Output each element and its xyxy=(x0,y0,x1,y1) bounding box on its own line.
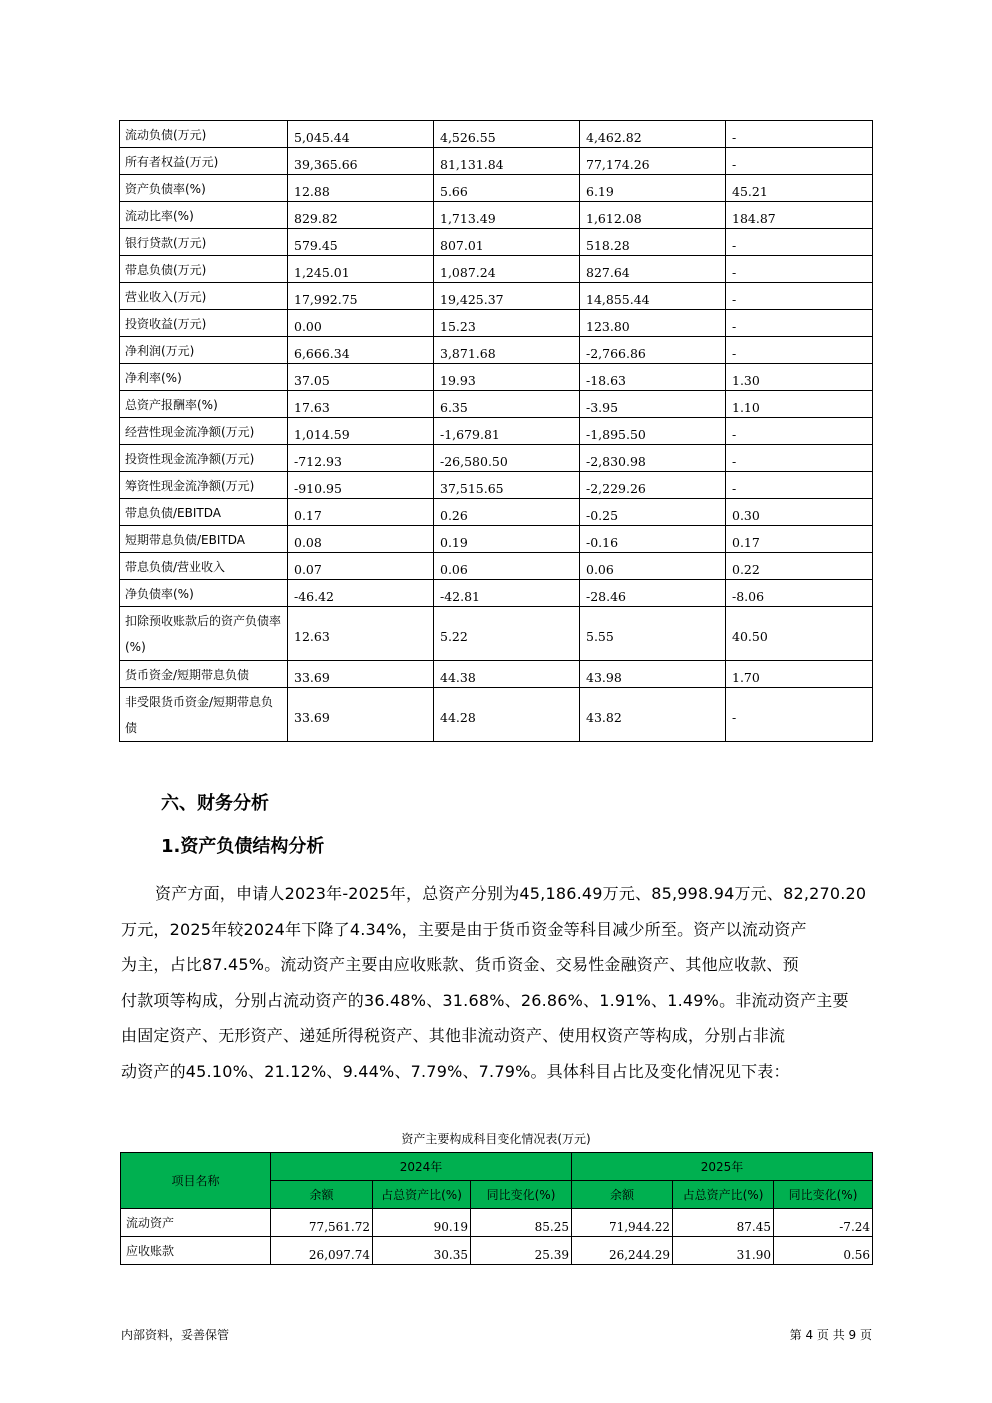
row-label: 带息负债(万元) xyxy=(120,256,288,283)
paragraph-line: 动资产的45.10%、21.12%、9.44%、7.79%、7.79%。具体科目占比及变化情况见下表： xyxy=(121,1061,790,1081)
table-row xyxy=(120,661,873,688)
cell-value: -2,766.86 xyxy=(580,337,726,364)
row-label: 应收账款 xyxy=(121,1237,271,1265)
row-label: 筹资性现金流净额(万元) xyxy=(120,472,288,499)
cell-value: 0.00 xyxy=(288,310,434,337)
cell-value: -3.95 xyxy=(580,391,726,418)
cell-value: 1.10 xyxy=(726,391,873,418)
table-caption: 资产主要构成科目变化情况表(万元) xyxy=(401,1132,591,1146)
cell-value: 77,174.26 xyxy=(580,148,726,175)
cell-value: 12.63 xyxy=(288,607,434,661)
cell-value: 6.35 xyxy=(434,391,580,418)
cell-value: 3,871.68 xyxy=(434,337,580,364)
paragraph-line: 万元，2025年较2024年下降了4.34%，主要是由于货币资金等科目减少所至。资产以流动资产 xyxy=(121,919,807,939)
cell-value: -0.16 xyxy=(580,526,726,553)
cell-value: -18.63 xyxy=(580,364,726,391)
table-row xyxy=(120,418,873,445)
row-label: 营业收入(万元) xyxy=(120,283,288,310)
cell-value: -46.42 xyxy=(288,580,434,607)
confidentiality-note: 内部资料，妥善保管 xyxy=(121,1328,230,1342)
cell-value: 4,526.55 xyxy=(434,121,580,148)
cell-value: - xyxy=(726,337,873,364)
table-row xyxy=(120,121,873,148)
cell-value: 17.63 xyxy=(288,391,434,418)
cell-value: -28.46 xyxy=(580,580,726,607)
table-row xyxy=(120,580,873,607)
table-row xyxy=(120,337,873,364)
cell-value: 1,087.24 xyxy=(434,256,580,283)
row-label: 所有者权益(万元) xyxy=(120,148,288,175)
table-row xyxy=(120,175,873,202)
cell-value: 44.28 xyxy=(434,688,580,742)
cell-value: -42.81 xyxy=(434,580,580,607)
cell-value: - xyxy=(726,445,873,472)
cell-value: 37.05 xyxy=(288,364,434,391)
cell-value: 1,612.08 xyxy=(580,202,726,229)
row-label: 流动负债(万元) xyxy=(120,121,288,148)
cell-value: 0.30 xyxy=(726,499,873,526)
page-number: 第 4 页 共 9 页 xyxy=(789,1328,872,1342)
cell-value: 26,097.74 xyxy=(271,1237,373,1265)
cell-value: 0.17 xyxy=(288,499,434,526)
cell-value: 579.45 xyxy=(288,229,434,256)
column-header: 占总资产比(%) xyxy=(373,1181,471,1209)
cell-value: 5.22 xyxy=(434,607,580,661)
row-label: 净利润(万元) xyxy=(120,337,288,364)
table-row xyxy=(120,472,873,499)
cell-value: 37,515.65 xyxy=(434,472,580,499)
cell-value: 43.82 xyxy=(580,688,726,742)
cell-value: 1.30 xyxy=(726,364,873,391)
cell-value: 30.35 xyxy=(373,1237,471,1265)
asset-composition-table xyxy=(120,1152,873,1265)
cell-value: 0.17 xyxy=(726,526,873,553)
cell-value: 1,713.49 xyxy=(434,202,580,229)
cell-value: 6.19 xyxy=(580,175,726,202)
cell-value: 0.06 xyxy=(434,553,580,580)
paragraph-line: 由固定资产、无形资产、递延所得税资产、其他非流动资产、使用权资产等构成，分别占非流 xyxy=(121,1026,786,1045)
cell-value: - xyxy=(726,418,873,445)
header-row xyxy=(121,1153,873,1181)
cell-value: 0.08 xyxy=(288,526,434,553)
paragraph-line: 资产方面，申请人2023年-2025年，总资产分别为45,186.49万元、85,998.94万元、82,270.20 xyxy=(155,884,867,903)
cell-value: 4,462.82 xyxy=(580,121,726,148)
cell-value: 45.21 xyxy=(726,175,873,202)
cell-value: - xyxy=(726,229,873,256)
cell-value: 17,992.75 xyxy=(288,283,434,310)
table-row xyxy=(120,391,873,418)
row-label: 银行贷款(万元) xyxy=(120,229,288,256)
row-label: 净利率(%) xyxy=(120,364,288,391)
cell-value: - xyxy=(726,472,873,499)
row-label: 带息负债/营业收入 xyxy=(120,553,288,580)
cell-value: 0.22 xyxy=(726,553,873,580)
cell-value: 25.39 xyxy=(471,1237,572,1265)
cell-value: -2,830.98 xyxy=(580,445,726,472)
column-header: 余额 xyxy=(271,1181,373,1209)
financial-indicators-table xyxy=(119,120,873,742)
year-header: 2025年 xyxy=(572,1153,873,1181)
table-row xyxy=(120,526,873,553)
cell-value: 1,014.59 xyxy=(288,418,434,445)
table-row xyxy=(120,607,873,661)
cell-value: 5.66 xyxy=(434,175,580,202)
row-label: 净负债率(%) xyxy=(120,580,288,607)
cell-value: 1,245.01 xyxy=(288,256,434,283)
cell-value: 829.82 xyxy=(288,202,434,229)
cell-value: 12.88 xyxy=(288,175,434,202)
year-header: 2024年 xyxy=(271,1153,572,1181)
cell-value: 5,045.44 xyxy=(288,121,434,148)
cell-value: 39,365.66 xyxy=(288,148,434,175)
cell-value: 14,855.44 xyxy=(580,283,726,310)
item-name-header: 项目名称 xyxy=(121,1153,271,1209)
row-label: 货币资金/短期带息负债 xyxy=(120,661,288,688)
cell-value: - xyxy=(726,688,873,742)
paragraph-line: 为主，占比87.45%。流动资产主要由应收账款、货币资金、交易性金融资产、其他应收款、预 xyxy=(121,955,799,974)
cell-value: 518.28 xyxy=(580,229,726,256)
section-heading: 六、财务分析 xyxy=(161,793,269,814)
row-label: 流动资产 xyxy=(121,1209,271,1237)
column-header: 同比变化(%) xyxy=(471,1181,572,1209)
cell-value: -712.93 xyxy=(288,445,434,472)
row-label: 流动比率(%) xyxy=(120,202,288,229)
cell-value: 33.69 xyxy=(288,688,434,742)
table-row xyxy=(120,364,873,391)
cell-value: 1.70 xyxy=(726,661,873,688)
cell-value: 184.87 xyxy=(726,202,873,229)
cell-value: 0.07 xyxy=(288,553,434,580)
row-label: 资产负债率(%) xyxy=(120,175,288,202)
table-row xyxy=(120,148,873,175)
row-label: 非受限货币资金/短期带息负债 xyxy=(120,688,288,742)
column-header: 同比变化(%) xyxy=(774,1181,873,1209)
cell-value: 31.90 xyxy=(673,1237,774,1265)
cell-value: 5.55 xyxy=(580,607,726,661)
cell-value: - xyxy=(726,283,873,310)
table-row xyxy=(120,553,873,580)
cell-value: 6,666.34 xyxy=(288,337,434,364)
cell-value: 0.06 xyxy=(580,553,726,580)
cell-value: -1,895.50 xyxy=(580,418,726,445)
cell-value: 85.25 xyxy=(471,1209,572,1237)
analysis-paragraph xyxy=(121,876,873,1089)
row-label: 总资产报酬率(%) xyxy=(120,391,288,418)
cell-value: 807.01 xyxy=(434,229,580,256)
cell-value: 19,425.37 xyxy=(434,283,580,310)
cell-value: - xyxy=(726,148,873,175)
cell-value: 0.26 xyxy=(434,499,580,526)
table-row xyxy=(120,310,873,337)
cell-value: 0.19 xyxy=(434,526,580,553)
table-row xyxy=(120,256,873,283)
row-label: 带息负债/EBITDA xyxy=(120,499,288,526)
cell-value: 26,244.29 xyxy=(572,1237,673,1265)
paragraph-line: 付款项等构成，分别占流动资产的36.48%、31.68%、26.86%、1.91%、1.49%。非流动资产主要 xyxy=(121,990,849,1010)
cell-value: 81,131.84 xyxy=(434,148,580,175)
cell-value: 827.64 xyxy=(580,256,726,283)
cell-value: 33.69 xyxy=(288,661,434,688)
cell-value: - xyxy=(726,310,873,337)
row-label: 短期带息负债/EBITDA xyxy=(120,526,288,553)
cell-value: 19.93 xyxy=(434,364,580,391)
cell-value: 44.38 xyxy=(434,661,580,688)
cell-value: -910.95 xyxy=(288,472,434,499)
subsection-heading: 1.资产负债结构分析 xyxy=(161,836,325,857)
table-row xyxy=(120,202,873,229)
cell-value: 15.23 xyxy=(434,310,580,337)
cell-value: -7.24 xyxy=(774,1209,873,1237)
cell-value: 0.56 xyxy=(774,1237,873,1265)
cell-value: -26,580.50 xyxy=(434,445,580,472)
cell-value: 87.45 xyxy=(673,1209,774,1237)
row-label: 投资收益(万元) xyxy=(120,310,288,337)
table-row xyxy=(120,229,873,256)
cell-value: -0.25 xyxy=(580,499,726,526)
table-row xyxy=(120,283,873,310)
table-row xyxy=(121,1209,873,1237)
row-label: 经营性现金流净额(万元) xyxy=(120,418,288,445)
row-label: 投资性现金流净额(万元) xyxy=(120,445,288,472)
cell-value: 71,944.22 xyxy=(572,1209,673,1237)
table-row xyxy=(120,688,873,742)
cell-value: - xyxy=(726,256,873,283)
table-row xyxy=(120,445,873,472)
column-header: 占总资产比(%) xyxy=(673,1181,774,1209)
cell-value: 43.98 xyxy=(580,661,726,688)
cell-value: -1,679.81 xyxy=(434,418,580,445)
table-row xyxy=(121,1237,873,1265)
cell-value: -2,229.26 xyxy=(580,472,726,499)
cell-value: - xyxy=(726,121,873,148)
row-label: 扣除预收账款后的资产负债率(%) xyxy=(120,607,288,661)
table-row xyxy=(120,499,873,526)
cell-value: 77,561.72 xyxy=(271,1209,373,1237)
cell-value: -8.06 xyxy=(726,580,873,607)
cell-value: 90.19 xyxy=(373,1209,471,1237)
cell-value: 123.80 xyxy=(580,310,726,337)
cell-value: 40.50 xyxy=(726,607,873,661)
column-header: 余额 xyxy=(572,1181,673,1209)
